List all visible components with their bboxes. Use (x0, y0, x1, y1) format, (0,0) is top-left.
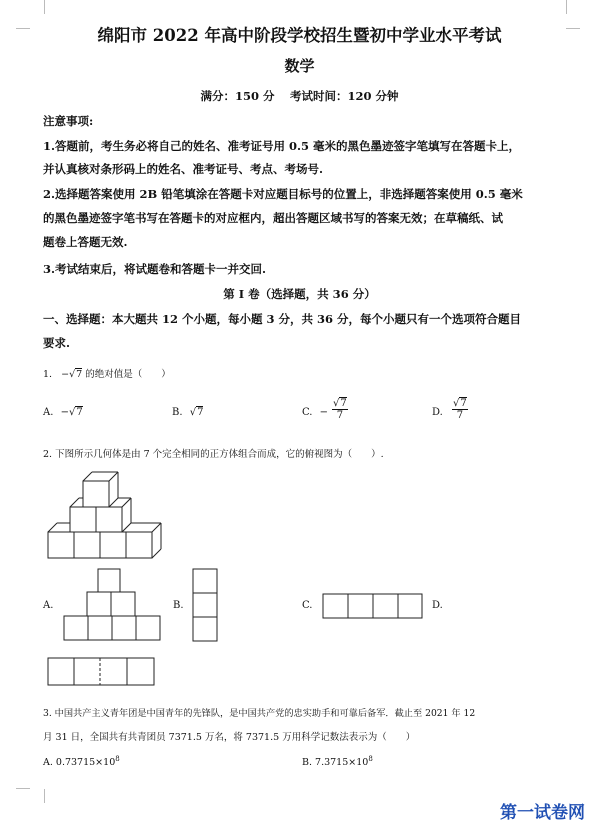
q2-option-b-label: B. (173, 600, 184, 611)
q1-option-a-minus: − (60, 407, 69, 418)
q1-text: 的绝对值是（ ） (82, 369, 171, 380)
q1-number: 1. (43, 369, 53, 380)
q2-option-d-figure (48, 658, 154, 685)
q2-option-c-label: C. (302, 600, 313, 611)
note-2-line-3: 题卷上答题无效. (43, 235, 128, 249)
q1-option-d-denominator: 7 (456, 410, 464, 421)
q1-option-d-fraction (452, 398, 468, 421)
q1-option-d-radicand: 7 (460, 398, 467, 409)
q1-option-a-label: A. (43, 407, 54, 418)
part1-instruction-line-2: 要求. (43, 336, 71, 350)
q1-option-a-radicand: 7 (76, 407, 83, 418)
q1-option-c-radicand: 7 (340, 398, 347, 409)
q2-option-b-figure (193, 569, 217, 641)
corner-mark-bottom-left (30, 789, 45, 803)
note-3: 3.考试结束后，将试题卷和答题卡一并交回. (43, 262, 267, 276)
q3-option-b (302, 755, 373, 768)
section-title: 第 I 卷（选择题，共 36 分） (223, 287, 376, 301)
q1-option-a (43, 407, 83, 418)
q1-option-c-label-wrap (302, 407, 328, 418)
note-1-line-1: 1.答题前，考生务必将自己的姓名、准考证号用 0.5 毫米的黑色墨迹签字笔填写在答题卡上， (43, 139, 521, 153)
q3-option-a (43, 755, 120, 768)
q3-option-b-text: B. 7.3715×10 (302, 757, 369, 769)
q3-option-a-exponent: 8 (115, 755, 120, 763)
corner-mark-top-right (566, 0, 581, 14)
q1-option-c-numerator: √7 (333, 398, 347, 409)
q1-stem (43, 366, 171, 380)
note-2-line-1: 2.选择题答案使用 2B 铅笔填涂在答题卡对应题目标号的位置上，非选择题答案使用 0.5 毫米 (43, 187, 523, 201)
q1-option-d-label: D. (432, 407, 443, 418)
note-1-line-2: 并认真核对条形码上的姓名、准考证号、考点、考场号. (43, 162, 324, 176)
q1-option-b-label: B. (172, 407, 183, 418)
q2-option-c-figure (323, 594, 422, 618)
q2-option-a-label: A. (43, 600, 54, 611)
q1-option-b (172, 407, 203, 418)
q1-minus: − (61, 369, 70, 380)
q1-option-d-numerator: √7 (453, 398, 467, 409)
q1-radicand: 7 (76, 369, 83, 380)
part1-instruction-line-1: 一、选择题：本大题共 12 个小题，每小题 3 分，共 36 分，每个小题只有一个选项符合题目 (43, 312, 522, 326)
exam-meta: 满分：150 分 考试时间：120 分钟 (200, 89, 399, 103)
q1-option-c-fraction (332, 398, 348, 421)
q1-option-a-sqrt: √ (68, 407, 76, 418)
q2-figure-lines (48, 472, 161, 558)
exam-title: 绵阳市 2022 年高中阶段学校招生暨初中学业水平考试 (97, 26, 502, 45)
q1-option-c-denominator: 7 (336, 410, 344, 421)
site-watermark-logo: 第一试卷网 (500, 803, 585, 823)
q1-option-b-radicand: 7 (197, 407, 204, 418)
q1-option-b-sqrt: √ (189, 407, 197, 418)
subject-title: 数学 (284, 57, 315, 75)
corner-mark-top-left (30, 0, 45, 14)
q2-option-a-figure (64, 569, 160, 640)
notes-heading: 注意事项: (43, 114, 94, 128)
q3-stem-line-1: 3. 中国共产主义青年团是中国青年的先锋队，是中国共产党的忠实助手和可靠后备军．截止至 2021 年 12 (43, 708, 476, 719)
q2-stem: 2. 下图所示几何体是由 7 个完全相同的正方体组合而成，它的俯视图为（ ）. (43, 449, 384, 460)
q1-sqrt-sign: √ (69, 369, 76, 380)
q1-option-c-label: C. (302, 407, 313, 418)
note-2-line-2: 的黑色墨迹签字笔书写在答题卡的对应框内，超出答题区域书写的答案无效；在草稿纸、试 (43, 211, 503, 225)
q2-option-d-label: D. (432, 600, 443, 611)
corner-mark-bottom-left-h (16, 788, 30, 803)
q3-option-b-exponent: 8 (368, 755, 373, 763)
q3-option-a-text: A. 0.73715×10 (43, 757, 116, 769)
q1-option-c-minus: − (319, 407, 329, 418)
q3-stem-line-2: 月 31 日，全国共有共青团员 7371.5 万名，将 7371.5 万用科学记数法表示为（ ） (43, 732, 416, 743)
